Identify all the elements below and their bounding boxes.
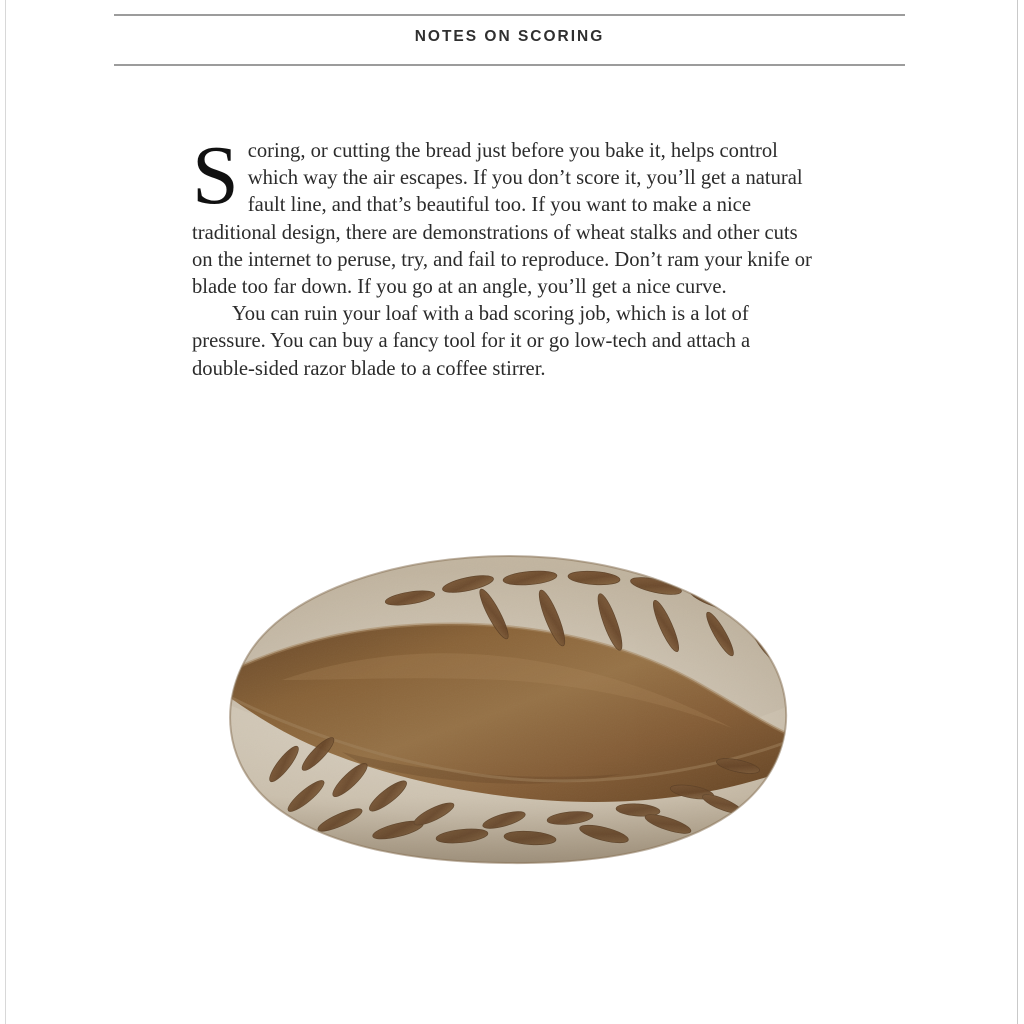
- drop-cap: S: [192, 129, 239, 222]
- body-text: [192, 129, 816, 383]
- paragraph-2: You can ruin your loaf with a bad scoring job, which is a lot of pressure. You can buy a fancy tool for it or go low-tech and attach a double-sided razor blade to a coffee stirrer.: [192, 303, 751, 380]
- loaf-body: [222, 552, 798, 866]
- paragraph-1: [192, 129, 816, 301]
- page-edge-right: [1017, 0, 1018, 1024]
- page-edge-left: [5, 0, 6, 1024]
- bread-illustration: [222, 552, 798, 866]
- paragraph-1-text: coring, or cutting the bread just before you bake it, helps control which way the air escapes. If you don’t score it, you’ll get a natural fault line, and that’s beautiful too. If you want to make a nice traditional design, there are demonstrations of wheat stalks and other cuts on the internet to peruse, try, and fail to reproduce. Don’t ram your knife or blade too far down. If you go at an angle, you’ll get a nice curve.: [192, 140, 812, 299]
- page-title: NOTES ON SCORING: [414, 28, 605, 45]
- header-rule-top: [114, 14, 905, 16]
- header-rule-bottom: [114, 64, 905, 66]
